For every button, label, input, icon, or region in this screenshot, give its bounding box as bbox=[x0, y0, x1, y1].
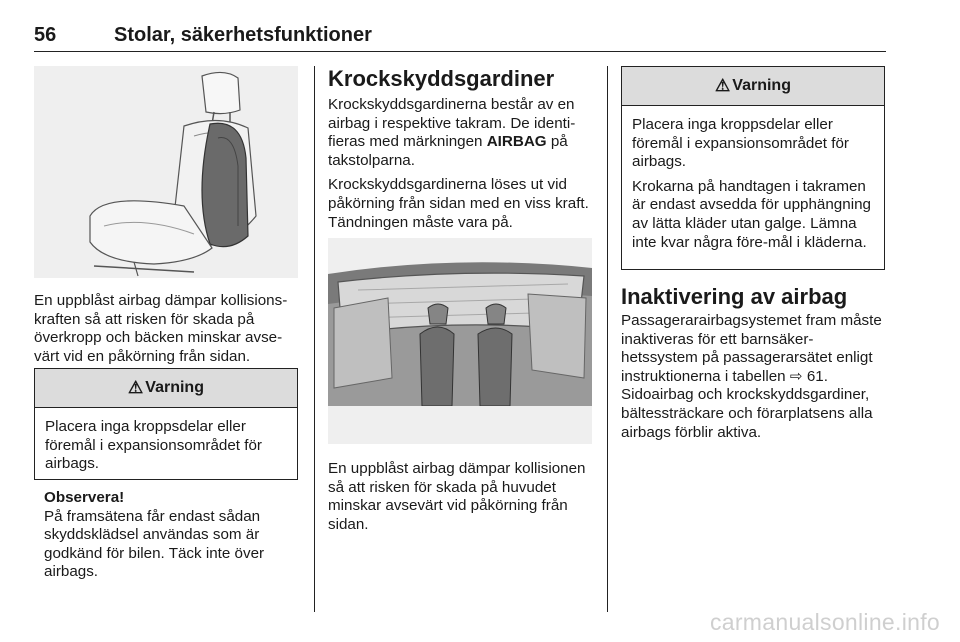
curtain-airbag-section bbox=[328, 66, 592, 232]
deactivation-paragraph-2: Sidoairbag och krockskyddsgardiner, bältessträckare och förarplatsens alla airbags förblir aktiva. bbox=[621, 386, 873, 441]
warning-text: Placera inga kroppsdelar eller föremål i expansionsområdet för airbags. bbox=[45, 418, 262, 473]
deactivation-paragraph-1: Passagerarairbagsystemet fram måste inaktiveras för ett barnsäker-hetssystem på passagerarsätet enligt instruktionerna i tabellen ⇨ 61. bbox=[621, 312, 882, 385]
section-heading: Krockskyddsgardiner bbox=[328, 66, 555, 91]
watermark: carmanualsonline.info bbox=[709, 609, 940, 635]
warning-text-2: Krokarna på handtagen i takramen är endast avsedda för upphängning av lätta kläder utan galge. Lämna inte kvar några före-mål i kläderna. bbox=[632, 177, 871, 251]
airbag-marking: AIRBAG bbox=[486, 133, 547, 151]
curtain-airbag-caption: En uppblåst airbag dämpar kollisionen så att risken för skada på huvudet minskar avsevärt vid påkörning från sidan. bbox=[328, 460, 586, 533]
page-title: Stolar, säkerhetsfunktioner bbox=[114, 24, 372, 46]
curtain-paragraph-1: Krockskyddsgardinerna består av en airbag i respektive takram. De identi-fieras med märkningen AIRBAG på takstolparna. bbox=[328, 96, 576, 169]
page-reference-arrow-icon: ⇨ bbox=[789, 367, 803, 385]
page-number: 56 bbox=[34, 24, 57, 46]
note-text: På framsätena får endast sådan skyddsklädsel användas som är godkänd för bilen. Täck inte över airbags. bbox=[44, 507, 265, 581]
seat-airbag-illustration bbox=[34, 66, 298, 278]
note-title: Observera! bbox=[44, 489, 125, 506]
column-divider-left bbox=[314, 66, 315, 612]
note-block bbox=[44, 489, 298, 582]
warning-text-1: Placera inga kroppsdelar eller föremål i expansionsområdet för airbags. bbox=[632, 116, 849, 171]
warning-box-right bbox=[621, 66, 885, 270]
warning-triangle-icon: ⚠ bbox=[715, 76, 731, 95]
page-reference-link[interactable]: 61 bbox=[806, 367, 824, 385]
warning-header bbox=[35, 369, 297, 408]
page-header bbox=[34, 24, 886, 52]
warning-title: Varning bbox=[732, 77, 791, 94]
warning-box-left bbox=[34, 368, 298, 480]
curtain-airbag-illustration bbox=[328, 238, 592, 444]
deactivation-section bbox=[621, 284, 887, 442]
column-divider-right bbox=[607, 66, 608, 612]
section-heading: Inaktivering av airbag bbox=[621, 284, 848, 309]
seat-airbag-caption: En uppblåst airbag dämpar kollisions-kraften så att risken för skada på överkropp och bäcken minskar avse-värt vid en påkörning från sidan. bbox=[34, 292, 288, 365]
warning-triangle-icon: ⚠ bbox=[128, 378, 144, 397]
warning-header bbox=[622, 67, 884, 106]
curtain-paragraph-2: Krockskyddsgardinerna löses ut vid påkörning från sidan med en viss kraft. Tändningen måste vara på. bbox=[328, 176, 589, 231]
warning-title: Varning bbox=[145, 379, 204, 396]
